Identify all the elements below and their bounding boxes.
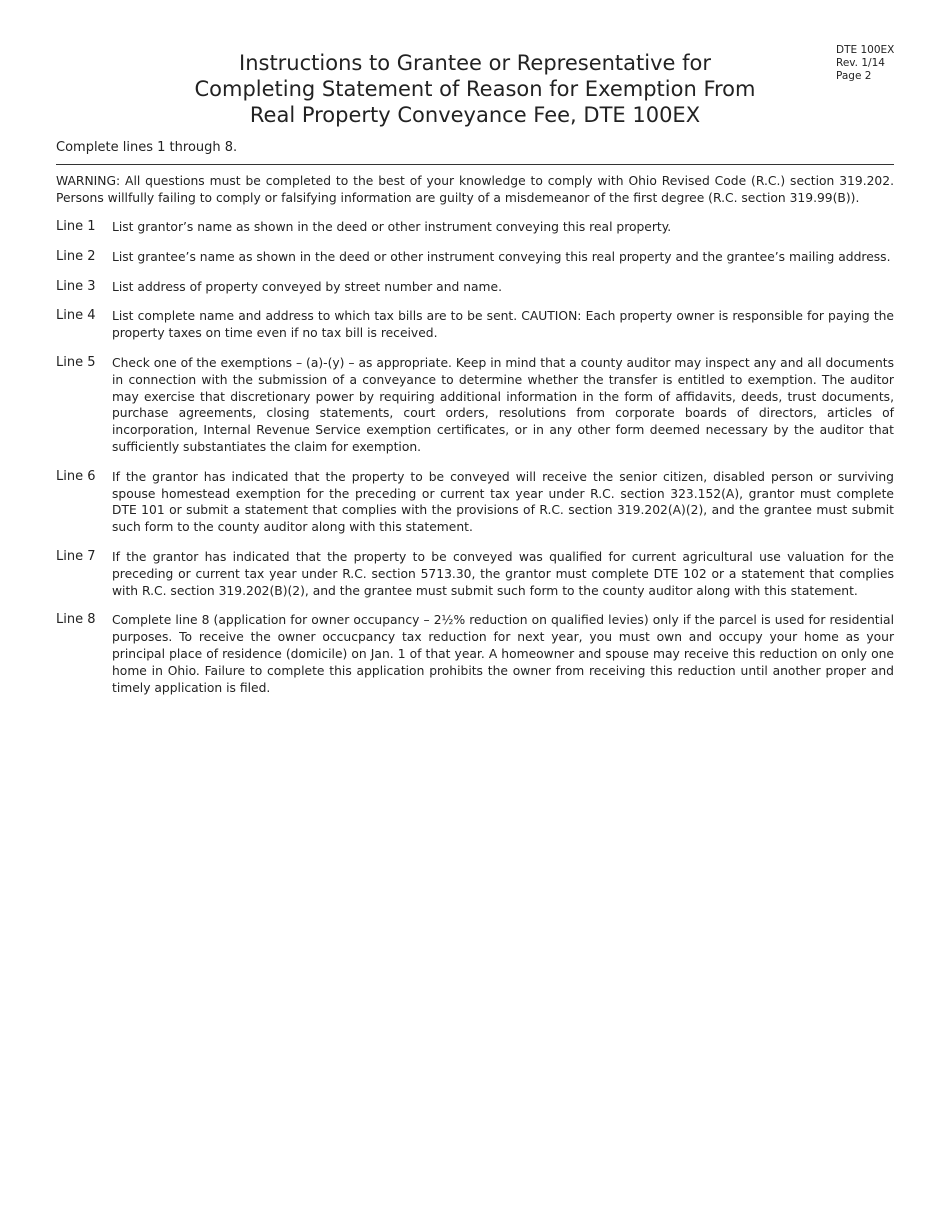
line-label: Line 1 — [56, 219, 96, 234]
page-title — [150, 50, 800, 128]
line-item-6 — [56, 469, 894, 536]
title-line-3: Real Property Conveyance Fee, DTE 100EX — [249, 103, 701, 127]
line-label: Line 3 — [56, 278, 96, 294]
line-item-2 — [56, 249, 894, 266]
line-label: Line 4 — [56, 308, 96, 324]
line-text: If the grantor has indicated that the property to be conveyed will receive the senior citizen, disabled person or surviving spouse homestead exemption for the preceding or current tax year under R.C. section 323.152(A), grantor must complete DTE 101 or submit a statement that complies with the provisions of R.C. section 319.202(A)(2), and the grantee must submit such form to the county auditor along with this statement. — [112, 469, 894, 535]
line-label: Line 2 — [56, 248, 96, 264]
line-text: List grantor’s name as shown in the deed or other instrument conveying this real property. — [112, 220, 672, 234]
form-meta — [836, 44, 894, 83]
line-instructions — [56, 219, 894, 709]
line-text: List grantee’s name as shown in the deed or other instrument conveying this real property and the grantee’s mailing address. — [112, 249, 891, 264]
intro-text: Complete lines 1 through 8. — [56, 140, 238, 155]
line-item-4 — [56, 308, 894, 342]
divider — [56, 164, 894, 165]
line-text: List address of property conveyed by street number and name. — [112, 279, 503, 294]
line-item-1 — [56, 219, 894, 236]
line-text: Complete line 8 (application for owner occupancy – 2½% reduction on qualified levies) only if the parcel is used for residential purposes. To receive the owner occucpancy tax reduction for next year, you must own and occupy your home as your principal place of residence (domicile) on Jan. 1 of that year. A homeowner and spouse may receive this reduction on only one home in Ohio. Failure to complete this application prohibits the owner from receiving this reduction until another proper and timely application is filed. — [112, 613, 894, 695]
line-item-7 — [56, 549, 894, 599]
page-number: Page 2 — [836, 70, 872, 82]
line-text: If the grantor has indicated that the property to be conveyed was qualified for current agricultural use valuation for the preceding or current tax year under R.C. section 5713.30, the grantor must complete DTE 102 or a statement that complies with R.C. section 319.202(B)(2), and the grantee must submit such form to the county auditor along with this statement. — [112, 549, 894, 598]
line-label: Line 6 — [56, 468, 96, 484]
line-label: Line 5 — [56, 354, 96, 370]
title-line-2: Completing Statement of Reason for Exemption From — [194, 77, 756, 101]
form-id: DTE 100EX — [836, 44, 895, 56]
title-line-1: Instructions to Grantee or Representative for — [239, 51, 711, 75]
line-label: Line 7 — [56, 548, 96, 564]
line-label: Line 8 — [56, 612, 96, 628]
warning-text: WARNING: All questions must be completed to the best of your knowledge to comply with Ohio Revised Code (R.C.) section 319.202. Persons willfully failing to comply or falsifying information are guilty of a misdemeanor of the first degree (R.C. section 319.99(B)). — [56, 174, 894, 205]
form-revision: Rev. 1/14 — [836, 57, 885, 69]
line-text: List complete name and address to which tax bills are to be sent. CAUTION: Each property owner is responsible for paying the property taxes on time even if no tax bill is received. — [112, 309, 894, 341]
line-item-5 — [56, 355, 894, 456]
line-item-8 — [56, 612, 894, 696]
line-item-3 — [56, 279, 894, 296]
line-text: Check one of the exemptions – (a)-(y) – as appropriate. Keep in mind that a county auditor may inspect any and all documents in connection with the submission of a conveyance to determine whether the transfer is entitled to exemption. The auditor may exercise that discretionary power by requiring additional information in the form of affidavits, deeds, trust documents, purchase agreements, closing statements, court orders, resolutions from corporate boards of directors, articles of incorporation, Internal Revenue Service exemption certificates, or in any other form deemed necessary by the auditor that sufficiently substantiates the claim for exemption. — [112, 355, 894, 454]
